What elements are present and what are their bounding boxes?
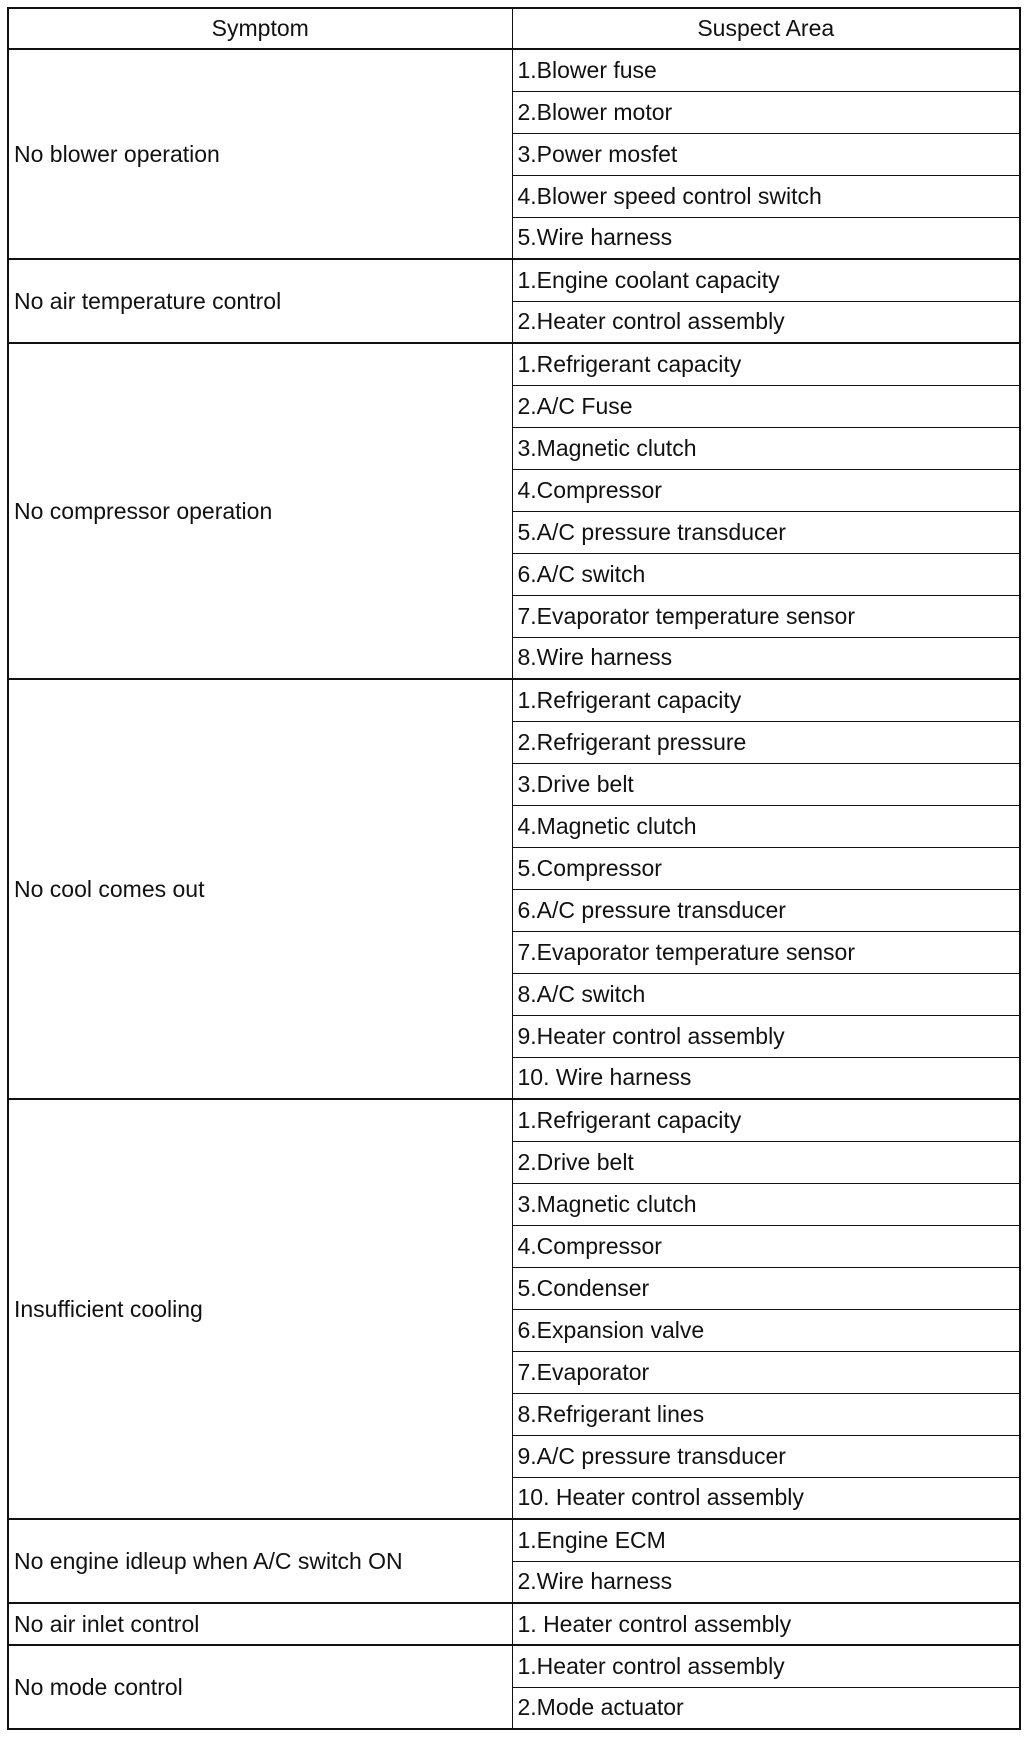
suspect-area-cell: 3.Drive belt — [512, 763, 1020, 805]
suspect-area-cell: 1.Refrigerant capacity — [512, 1099, 1020, 1141]
suspect-area-cell: 8.Refrigerant lines — [512, 1393, 1020, 1435]
table-row — [8, 343, 1020, 385]
table-row — [8, 1519, 1020, 1561]
table-row — [8, 1603, 1020, 1645]
suspect-area-column-header: Suspect Area — [512, 8, 1020, 49]
table-row — [8, 259, 1020, 301]
suspect-area-cell: 4.Compressor — [512, 469, 1020, 511]
suspect-area-cell: 5.Condenser — [512, 1267, 1020, 1309]
header-row — [8, 8, 1020, 49]
suspect-area-cell: 7.Evaporator temperature sensor — [512, 931, 1020, 973]
suspect-area-cell: 1.Blower fuse — [512, 49, 1020, 91]
suspect-area-cell: 6.Expansion valve — [512, 1309, 1020, 1351]
suspect-area-cell: 5.Compressor — [512, 847, 1020, 889]
suspect-area-cell: 2.Mode actuator — [512, 1687, 1020, 1729]
suspect-area-cell: 1.Refrigerant capacity — [512, 343, 1020, 385]
suspect-area-cell: 2.Heater control assembly — [512, 301, 1020, 343]
suspect-area-cell: 4.Blower speed control switch — [512, 175, 1020, 217]
suspect-area-cell: 3.Magnetic clutch — [512, 1183, 1020, 1225]
table-body — [8, 49, 1020, 1729]
table-row — [8, 1099, 1020, 1141]
suspect-area-cell: 9.A/C pressure transducer — [512, 1435, 1020, 1477]
symptom-cell: No blower operation — [8, 49, 512, 259]
suspect-area-cell: 7.Evaporator — [512, 1351, 1020, 1393]
suspect-area-cell: 1.Refrigerant capacity — [512, 679, 1020, 721]
suspect-area-cell: 1.Engine ECM — [512, 1519, 1020, 1561]
symptom-cell: No cool comes out — [8, 679, 512, 1099]
symptom-cell: No air temperature control — [8, 259, 512, 343]
suspect-area-cell: 2.A/C Fuse — [512, 385, 1020, 427]
suspect-area-cell: 5.Wire harness — [512, 217, 1020, 259]
symptom-column-header: Symptom — [8, 8, 512, 49]
suspect-area-cell: 4.Compressor — [512, 1225, 1020, 1267]
suspect-area-cell: 2.Wire harness — [512, 1561, 1020, 1603]
table-row — [8, 49, 1020, 91]
table-row — [8, 1645, 1020, 1687]
symptom-cell: No compressor operation — [8, 343, 512, 679]
symptom-cell: No air inlet control — [8, 1603, 512, 1645]
suspect-area-cell: 9.Heater control assembly — [512, 1015, 1020, 1057]
suspect-area-cell: 1.Heater control assembly — [512, 1645, 1020, 1687]
suspect-area-cell: 6.A/C switch — [512, 553, 1020, 595]
suspect-area-cell: 6.A/C pressure transducer — [512, 889, 1020, 931]
suspect-area-cell: 4.Magnetic clutch — [512, 805, 1020, 847]
suspect-area-cell: 2.Blower motor — [512, 91, 1020, 133]
suspect-area-cell: 3.Magnetic clutch — [512, 427, 1020, 469]
suspect-area-cell: 5.A/C pressure transducer — [512, 511, 1020, 553]
symptom-cell: No engine idleup when A/C switch ON — [8, 1519, 512, 1603]
symptom-cell: Insufficient cooling — [8, 1099, 512, 1519]
suspect-area-cell: 1. Heater control assembly — [512, 1603, 1020, 1645]
suspect-area-cell: 8.Wire harness — [512, 637, 1020, 679]
suspect-area-cell: 2.Drive belt — [512, 1141, 1020, 1183]
suspect-area-cell: 2.Refrigerant pressure — [512, 721, 1020, 763]
troubleshooting-table — [7, 7, 1021, 1730]
suspect-area-cell: 1.Engine coolant capacity — [512, 259, 1020, 301]
suspect-area-cell: 7.Evaporator temperature sensor — [512, 595, 1020, 637]
suspect-area-cell: 10. Heater control assembly — [512, 1477, 1020, 1519]
suspect-area-cell: 8.A/C switch — [512, 973, 1020, 1015]
suspect-area-cell: 10. Wire harness — [512, 1057, 1020, 1099]
symptom-cell: No mode control — [8, 1645, 512, 1729]
suspect-area-cell: 3.Power mosfet — [512, 133, 1020, 175]
troubleshooting-table-container — [7, 7, 1019, 1730]
table-row — [8, 679, 1020, 721]
